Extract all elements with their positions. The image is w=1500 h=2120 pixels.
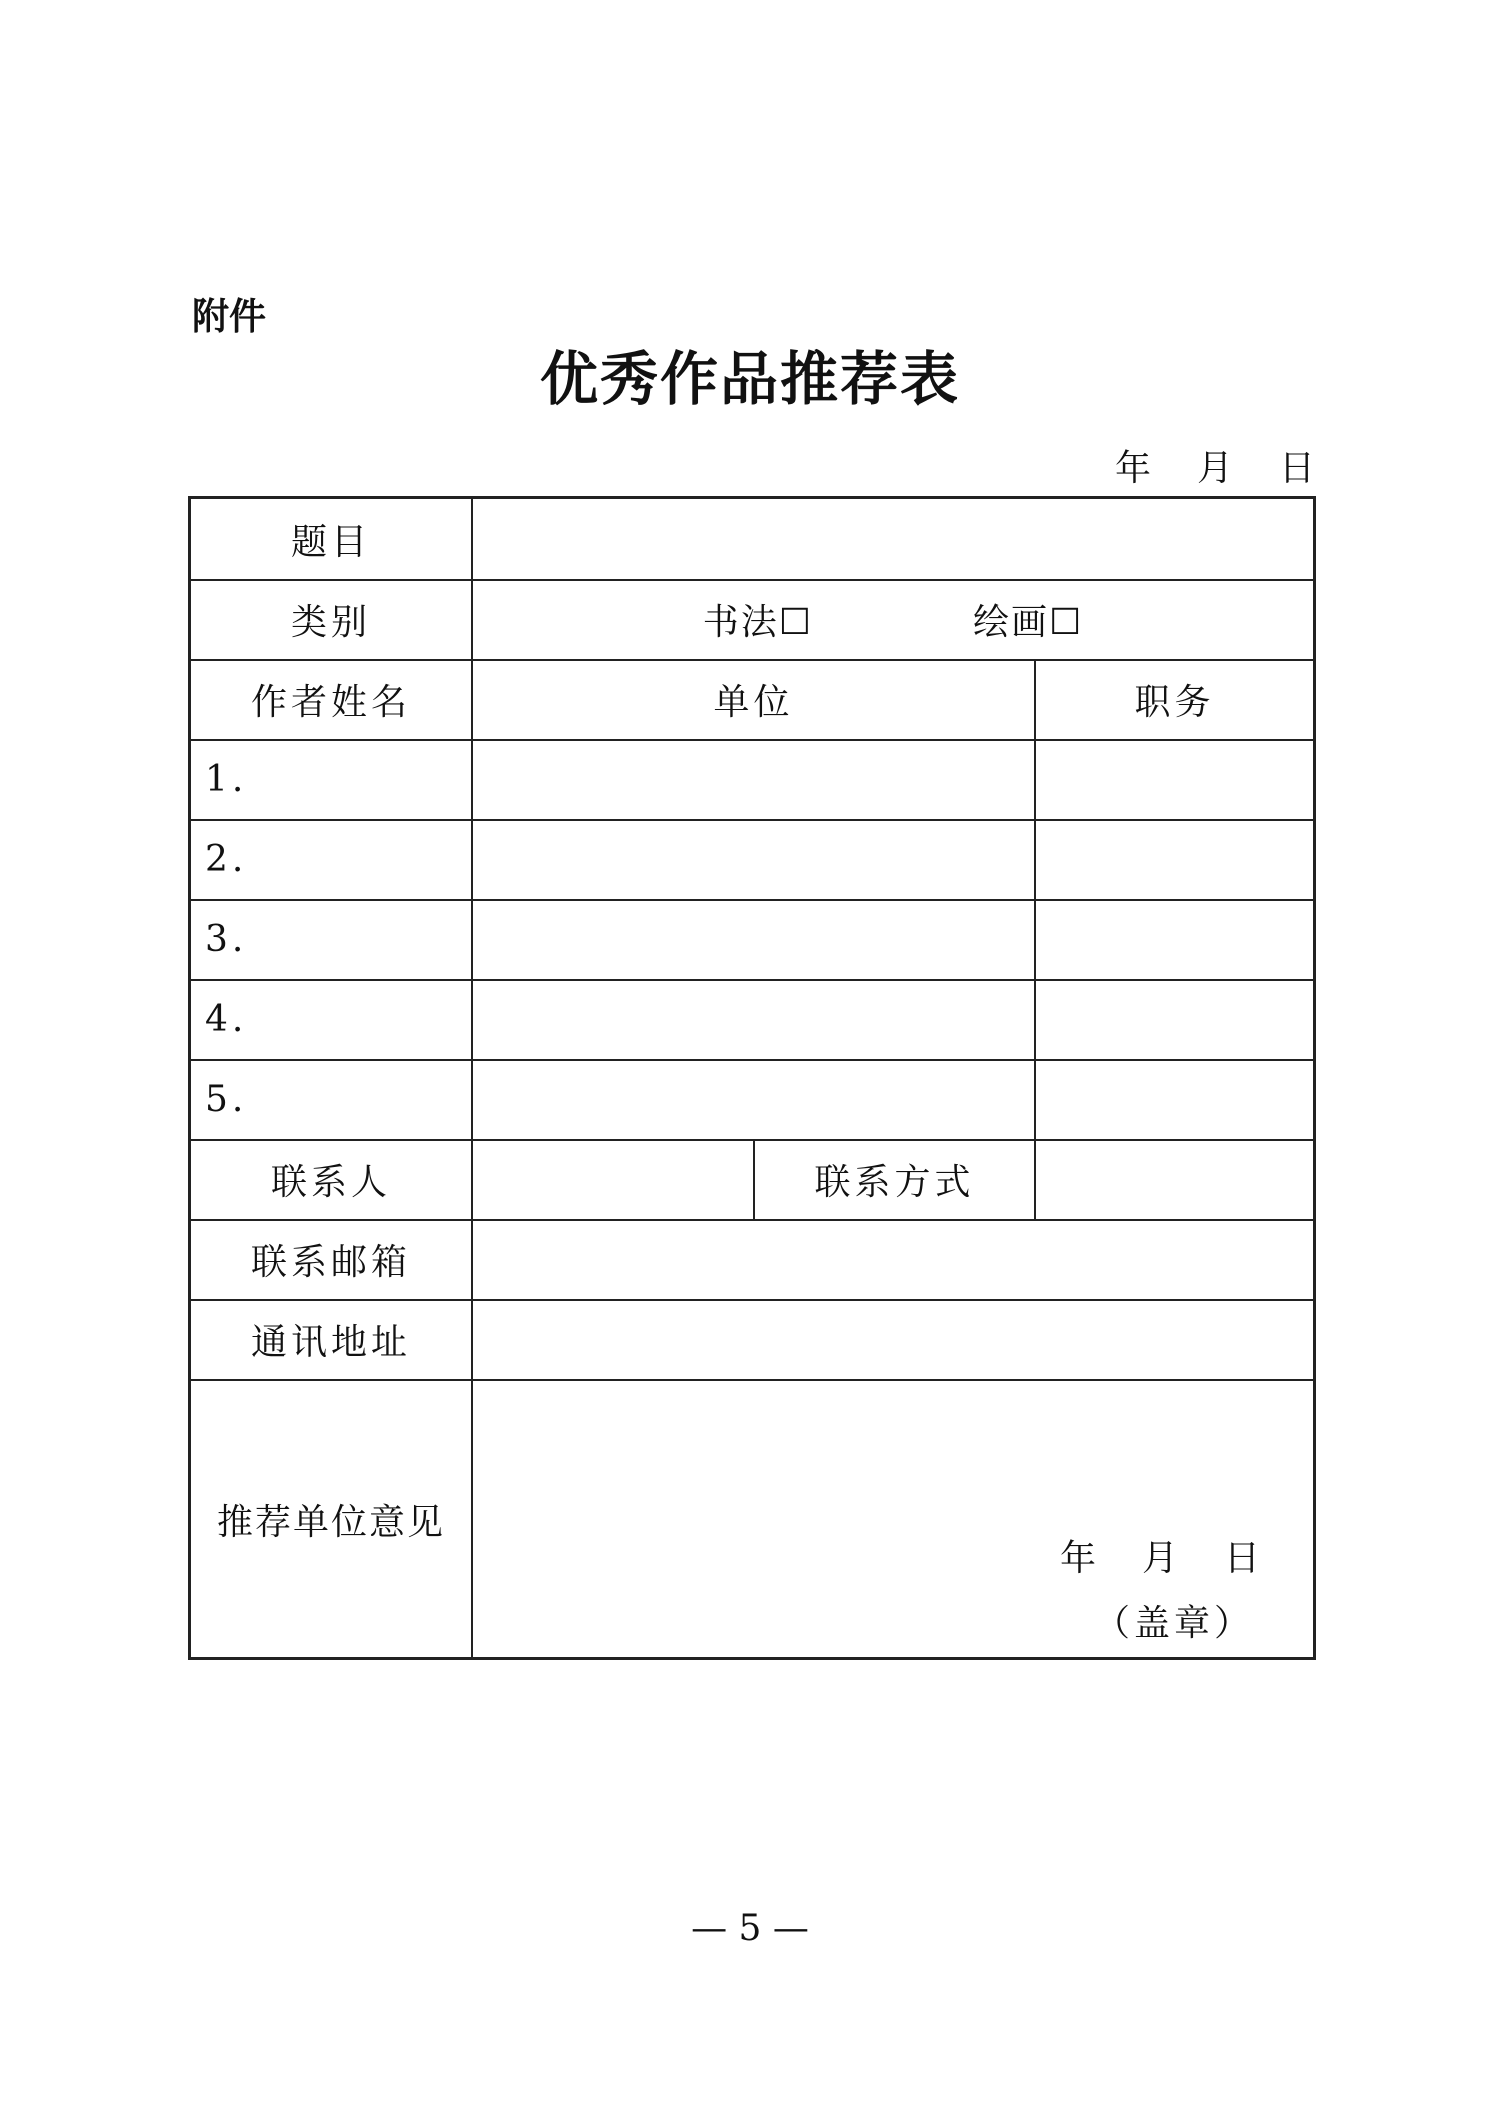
email-field[interactable] bbox=[473, 1219, 1313, 1299]
address-field[interactable] bbox=[473, 1299, 1313, 1379]
author-row-number: 3. bbox=[205, 918, 248, 960]
header-date-month: 月 bbox=[1197, 448, 1234, 489]
opinion-date-month: 月 bbox=[1142, 1538, 1179, 1579]
position-header: 职务 bbox=[1134, 681, 1215, 723]
contact-person-label: 联系人 bbox=[270, 1161, 391, 1203]
opinion-date bbox=[1060, 1530, 1260, 1581]
category-label: 类别 bbox=[290, 601, 371, 643]
page-number: — 5 — bbox=[691, 1908, 809, 1949]
author-name-header: 作者姓名 bbox=[250, 681, 411, 723]
author-row-number: 5. bbox=[205, 1078, 248, 1120]
calligraphy-checkbox[interactable]: 书法☐ bbox=[702, 601, 813, 643]
recommendation-form bbox=[188, 496, 1316, 1660]
attachment-label: 附件 bbox=[192, 295, 266, 338]
opinion-date-year: 年 bbox=[1060, 1538, 1097, 1579]
header-date-day: 日 bbox=[1279, 448, 1316, 489]
recommending-unit-opinion-label: 推荐单位意见 bbox=[216, 1501, 445, 1543]
page-title: 优秀作品推荐表 bbox=[539, 345, 960, 413]
unit-header: 单位 bbox=[713, 681, 794, 723]
painting-checkbox[interactable]: 绘画☐ bbox=[973, 601, 1084, 643]
author-row-number: 4. bbox=[205, 998, 248, 1040]
category-options bbox=[473, 579, 1313, 659]
header-date-year: 年 bbox=[1115, 448, 1152, 489]
email-label: 联系邮箱 bbox=[250, 1241, 411, 1283]
topic-field[interactable] bbox=[473, 499, 1313, 579]
topic-label: 题目 bbox=[290, 521, 371, 563]
author-row-number: 2. bbox=[205, 838, 248, 880]
contact-person-field[interactable] bbox=[473, 1139, 753, 1219]
seal-label: （盖章） bbox=[1094, 1603, 1255, 1644]
column-divider bbox=[1034, 659, 1036, 1219]
contact-method-field[interactable] bbox=[1036, 1139, 1313, 1219]
address-label: 通讯地址 bbox=[250, 1321, 411, 1363]
author-row-number: 1. bbox=[205, 758, 248, 800]
header-date bbox=[1115, 440, 1315, 491]
contact-method-label: 联系方式 bbox=[814, 1161, 975, 1203]
opinion-date-day: 日 bbox=[1224, 1538, 1261, 1579]
